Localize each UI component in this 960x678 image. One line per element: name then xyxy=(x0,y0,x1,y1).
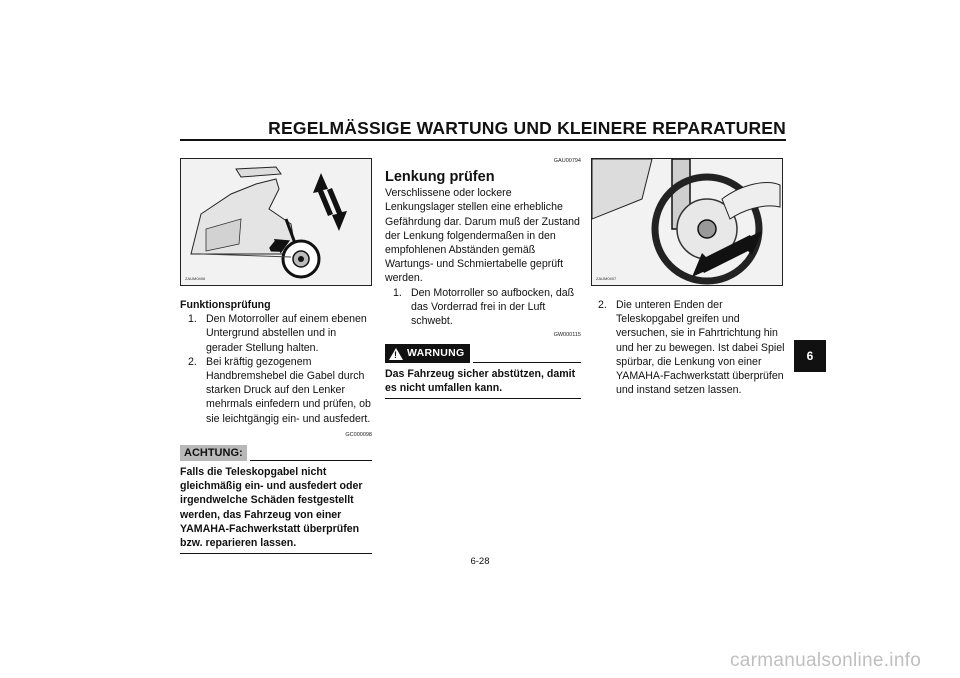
left-column xyxy=(180,298,372,554)
chapter-tab: 6 xyxy=(794,340,826,372)
warning-rule xyxy=(473,362,581,363)
page-title: REGELMÄSSIGE WARTUNG UND KLEINERE REPARATUREN xyxy=(268,118,786,138)
steps-list xyxy=(590,298,786,397)
page-number: 6-28 xyxy=(470,556,490,567)
list-item xyxy=(590,298,786,397)
watermark: carmanualsonline.info xyxy=(730,650,922,671)
figure-code: ZAUM0407 xyxy=(596,276,617,281)
section-title: Lenkung prüfen xyxy=(385,169,495,186)
warning-text: Das Fahrzeug sicher abstützen, damit es nicht umfallen kann. xyxy=(385,367,576,394)
header-rule xyxy=(180,139,786,141)
steps-list xyxy=(385,286,581,329)
steps-list xyxy=(180,312,372,426)
reference-code: GC000098 xyxy=(345,431,372,438)
list-item xyxy=(385,286,581,329)
front-wheel-figure xyxy=(591,158,783,286)
caution-header xyxy=(180,445,372,461)
wheel-illustration xyxy=(592,159,782,285)
step-number: 1. xyxy=(393,286,402,299)
list-item xyxy=(180,312,372,355)
list-item xyxy=(180,355,372,426)
step-number: 1. xyxy=(188,313,197,326)
figure-code: ZAUM0406 xyxy=(185,276,206,281)
middle-column xyxy=(385,154,581,399)
step-text: Den Motorroller so aufbocken, daß das Vorderrad frei in der Luft schwebt. xyxy=(411,286,575,328)
right-column xyxy=(590,298,786,397)
scooter-illustration xyxy=(181,159,371,285)
warning-badge xyxy=(385,344,470,362)
reference-code: GW000115 xyxy=(553,332,581,339)
intro-text: Verschlissene oder lockere Lenkungslager stellen eine erhebliche Gefährdung dar. Darum muß der Zustand der Lenkung folgendermaßen in den empfohlenen Abständen gemäß Wartungs- und Schmiertabelle geprüft werden. xyxy=(385,187,580,285)
step-number: 2. xyxy=(188,355,197,368)
warning-label: WARNUNG xyxy=(407,347,465,360)
caution-label: ACHTUNG: xyxy=(180,445,247,461)
step-text: Bei kräftig gezogenem Handbremshebel die Gabel durch starken Druck auf den Lenker mehrmals einfedern und prüfen, ob sie leichtgängig ein- und ausfedert. xyxy=(206,355,371,425)
step-text: Den Motorroller auf einem ebenen Untergrund abstellen und in gerader Stellung halten. xyxy=(206,313,367,354)
warning-header xyxy=(385,344,581,362)
caution-bottom-rule xyxy=(180,553,372,554)
scooter-fork-figure xyxy=(180,158,372,286)
caution-text: Falls die Teleskopgabel nicht gleichmäßig ein- und ausfedert oder irgendwelche Schäden festgestellt werden, das Fahrzeug von einer YAMAHA-Fachwerkstatt überprüfen bzw. reparieren lassen. xyxy=(180,466,363,550)
step-number: 2. xyxy=(598,299,607,311)
step-text: Die unteren Enden der Teleskopgabel greifen und versuchen, sie in Fahrtrichtung hin und her zu bewegen. Ist dabei Spiel spürbar, die Lenkung von einer YAMAHA-Fachwerkstatt überprüfen und instand setzen lassen. xyxy=(616,299,785,397)
reference-code: GAU00794 xyxy=(553,158,581,164)
warning-triangle-icon: ! xyxy=(389,348,403,360)
section-heading: Funktionsprüfung xyxy=(180,299,271,311)
warning-bottom-rule xyxy=(385,398,581,399)
caution-rule xyxy=(250,460,372,461)
